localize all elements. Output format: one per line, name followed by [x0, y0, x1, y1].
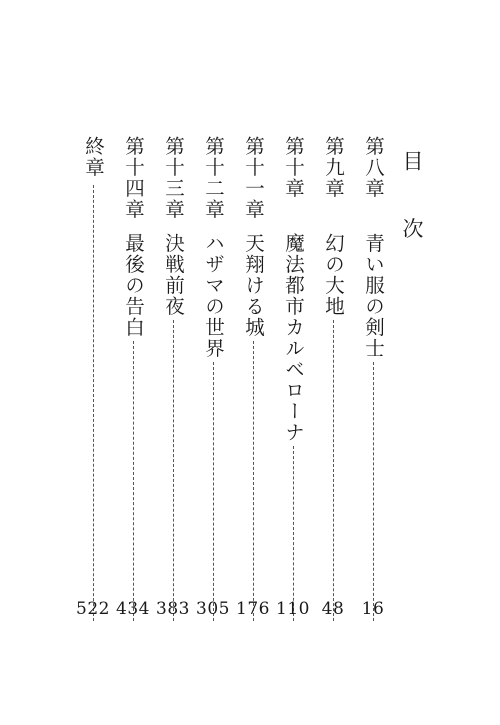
page-number: 48	[321, 599, 345, 619]
toc-entry	[118, 136, 148, 621]
toc-entry	[318, 136, 348, 621]
toc-entry	[358, 136, 388, 621]
dotted-leader	[213, 362, 214, 621]
chapter-title: ハザマの世界	[202, 233, 225, 359]
toc-entry	[278, 136, 308, 621]
page-number: 176	[236, 599, 270, 619]
page-number: 434	[116, 599, 150, 619]
page-number: 383	[156, 599, 190, 619]
chapter-label: 第十章	[282, 136, 305, 199]
dotted-leader	[293, 446, 294, 621]
page-number: 522	[76, 599, 110, 619]
chapter-title: 天翔ける城	[242, 233, 265, 338]
dotted-leader	[93, 185, 94, 621]
dotted-leader	[173, 320, 174, 621]
toc-title: 目 次	[400, 150, 424, 259]
toc-entry	[238, 136, 268, 621]
toc-entry	[158, 136, 188, 621]
dotted-leader	[133, 341, 134, 621]
chapter-label: 第八章	[362, 136, 385, 199]
chapter-title: 魔法都市カルベローナ	[282, 233, 305, 443]
chapter-label: 第九章	[322, 136, 345, 199]
page-number: 110	[276, 599, 310, 619]
chapter-label: 終章	[82, 136, 105, 178]
chapter-title: 青い服の剣士	[362, 233, 385, 359]
toc-entry	[78, 136, 108, 621]
chapter-title: 決戦前夜	[162, 233, 185, 317]
chapter-label: 第十三章	[162, 136, 185, 220]
dotted-leader	[253, 341, 254, 621]
chapter-title: 最後の告白	[122, 233, 145, 338]
dotted-leader	[373, 362, 374, 621]
page-number: 305	[196, 599, 230, 619]
dotted-leader	[333, 320, 334, 621]
toc-entry	[198, 136, 228, 621]
chapter-label: 第十四章	[122, 136, 145, 220]
page-number: 16	[361, 599, 385, 619]
chapter-label: 第十二章	[202, 136, 225, 220]
chapter-label: 第十一章	[242, 136, 265, 220]
chapter-title: 幻の大地	[322, 233, 345, 317]
